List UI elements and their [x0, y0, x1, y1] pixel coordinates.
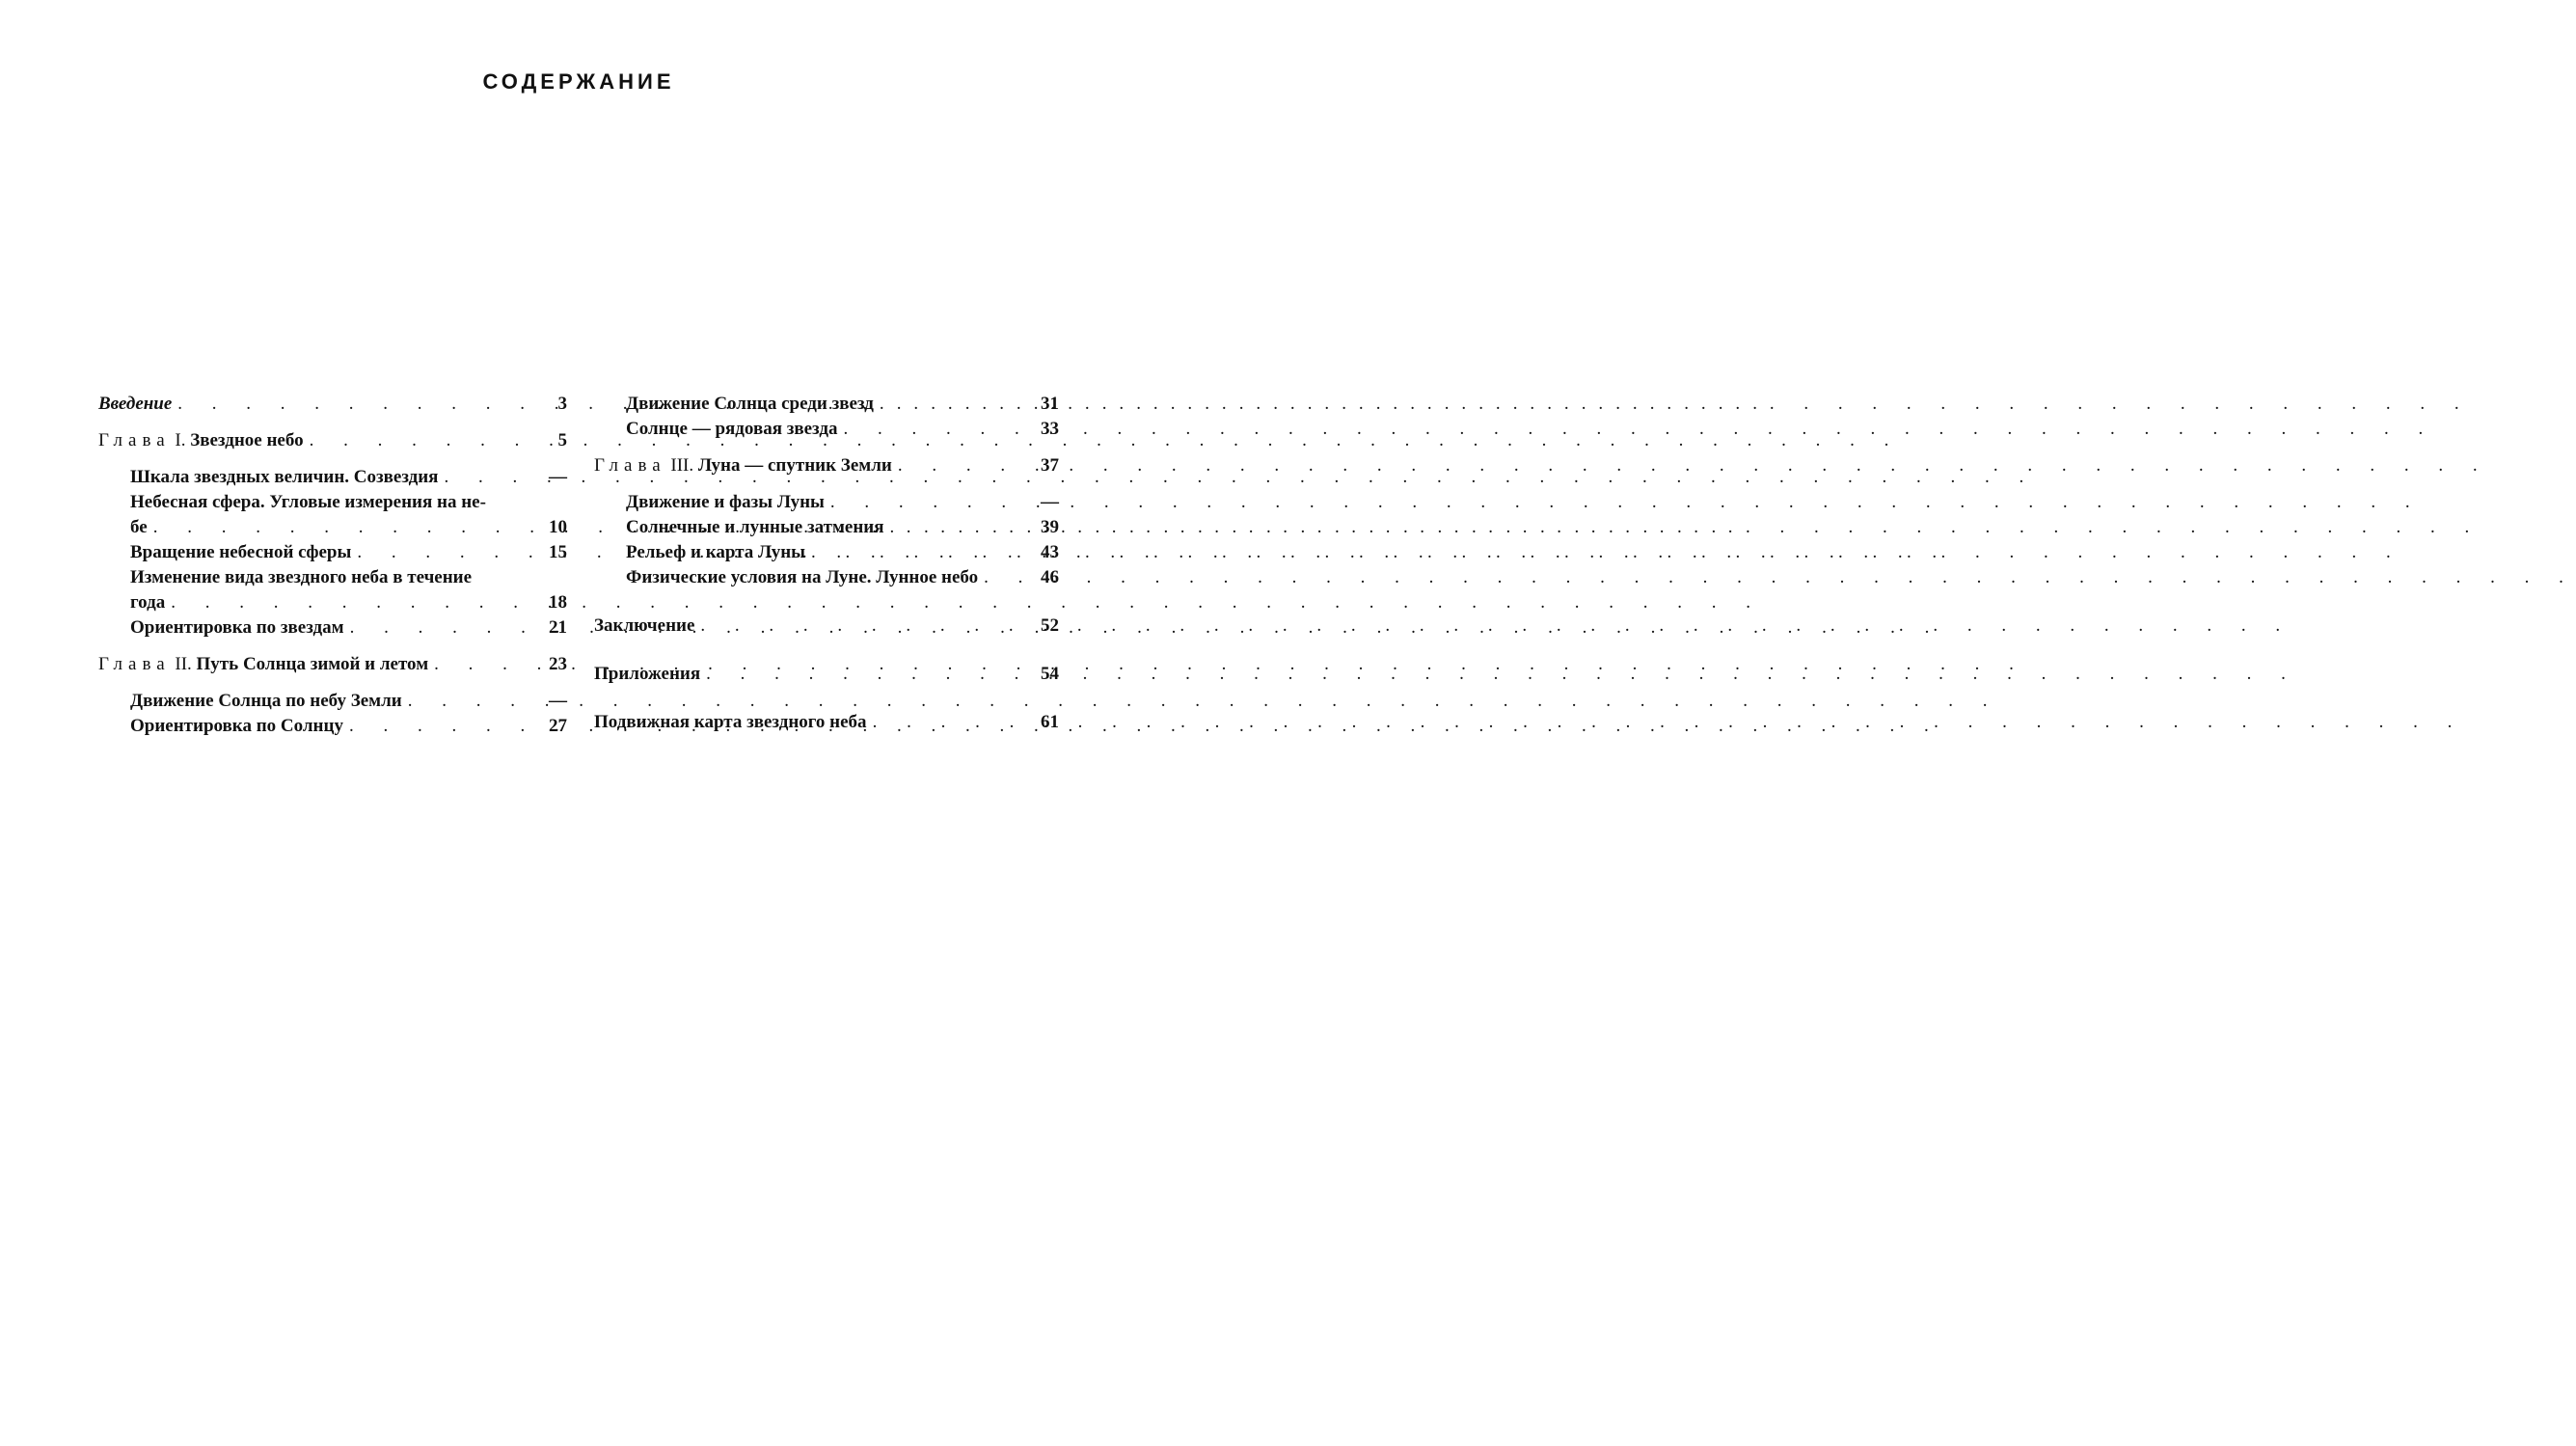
toc-page-number: —	[1041, 492, 1059, 512]
toc-section-moon-relief[interactable]	[594, 540, 1059, 565]
toc-entry-title: Движение Солнца по небу Земли	[130, 691, 402, 711]
toc-page-number: 37	[1041, 455, 1059, 476]
chapter-number: I.	[175, 430, 186, 450]
dot-leader	[357, 540, 540, 565]
toc-entry-conclusion[interactable]	[594, 614, 1059, 639]
dot-leader	[843, 417, 1032, 442]
dot-leader	[898, 453, 1032, 478]
toc-entry-title: Ориентировка по звездам	[130, 617, 344, 638]
toc-section-sun-motion-earth[interactable]	[98, 689, 567, 714]
toc-page-number: 5	[557, 430, 567, 450]
toc-entry-title: Звездное небо	[190, 430, 304, 450]
toc-chapter-1[interactable]	[98, 428, 567, 453]
toc-page-number: 15	[549, 542, 567, 562]
dot-leader	[880, 392, 1032, 417]
toc-page-number: 43	[1041, 542, 1059, 562]
toc-section-star-magnitudes[interactable]	[98, 465, 567, 490]
toc-entry-title: Шкала звездных величин. Созвездия	[130, 467, 439, 487]
toc-entry-title: Солнце — рядовая звезда	[626, 419, 838, 439]
dot-leader	[706, 662, 1032, 687]
toc-entry-appendices[interactable]	[594, 662, 1059, 687]
toc-section-sun-ordinary-star[interactable]	[594, 417, 1059, 442]
toc-chapter-2[interactable]	[98, 652, 567, 677]
chapter-number: II.	[175, 654, 192, 674]
dot-leader	[811, 540, 1032, 565]
chapter-number: III.	[670, 455, 694, 476]
toc-entry-title: Заключение	[594, 615, 695, 636]
dot-leader	[171, 590, 540, 615]
toc-section-sun-orientation[interactable]	[98, 714, 567, 739]
toc-page-number: 18	[549, 592, 567, 613]
dot-leader	[444, 465, 540, 490]
toc-entry-title: Движение и фазы Луны	[626, 492, 825, 512]
toc-page-number: —	[549, 467, 567, 487]
toc-entry-title: Рельеф и карта Луны	[626, 542, 806, 562]
toc-page-number: 27	[549, 716, 567, 736]
toc-section-celestial-sphere[interactable]	[98, 490, 567, 540]
dot-leader	[830, 490, 1032, 515]
dot-leader	[434, 652, 540, 677]
toc-chapter-3[interactable]	[594, 453, 1059, 478]
toc-entry-title: Введение	[98, 394, 173, 414]
toc-page-number: 3	[557, 394, 567, 414]
dot-leader	[177, 392, 540, 417]
toc-page-number: 23	[549, 654, 567, 674]
toc-page-number: 54	[1041, 664, 1059, 684]
dot-leader	[700, 614, 1032, 639]
toc-entry-title: Подвижная карта звездного неба	[594, 712, 867, 732]
toc-page-number: 52	[1041, 615, 1059, 636]
dot-leader	[408, 689, 540, 714]
toc-section-moon-conditions[interactable]	[594, 565, 1059, 590]
toc-page-number: 61	[1041, 712, 1059, 732]
chapter-label: Глава	[98, 430, 171, 450]
toc-page-number: 46	[1041, 567, 1059, 587]
toc-left-column	[98, 392, 567, 739]
toc-entry-title: Путь Солнца зимой и летом	[196, 654, 429, 674]
chapter-label: Глава	[594, 455, 666, 476]
toc-entry-title: Изменение вида звездного неба в течение	[130, 567, 473, 587]
toc-page-number: 21	[549, 617, 567, 638]
toc-entry-star-map[interactable]	[594, 710, 1059, 735]
toc-entry-title: Солнечные и лунные затмения	[626, 517, 884, 537]
toc-entry-title: Небесная сфера. Угловые измерения на не-	[130, 492, 486, 512]
toc-page-number: —	[549, 691, 567, 711]
toc-section-star-orientation[interactable]	[98, 615, 567, 641]
dot-leader	[153, 515, 540, 540]
dot-leader	[350, 615, 540, 641]
toc-page-number: 10	[549, 517, 567, 537]
toc-entry-title: Приложения	[594, 664, 701, 684]
dot-leader	[984, 565, 1032, 590]
toc-entry-title: Вращение небесной сферы	[130, 542, 352, 562]
toc-section-sun-among-stars[interactable]	[594, 392, 1059, 417]
toc-right-column	[594, 392, 1059, 735]
toc-entry-title: Движение Солнца среди звезд	[626, 394, 874, 414]
toc-entry-title: Ориентировка по Солнцу	[130, 716, 343, 736]
toc-entry-title: Луна — спутник Земли	[697, 455, 892, 476]
page-title: СОДЕРЖАНИЕ	[482, 69, 675, 94]
dot-leader	[349, 714, 540, 739]
toc-section-moon-phases[interactable]	[594, 490, 1059, 515]
toc-page-number: 39	[1041, 517, 1059, 537]
dot-leader	[873, 710, 1032, 735]
toc-section-sky-change[interactable]	[98, 565, 567, 615]
toc-entry-introduction[interactable]	[98, 392, 567, 417]
toc-page-number: 33	[1041, 419, 1059, 439]
toc-section-eclipses[interactable]	[594, 515, 1059, 540]
dot-leader	[890, 515, 1032, 540]
toc-page-number: 31	[1041, 394, 1059, 414]
toc-entry-title-continued: бе	[130, 517, 148, 537]
toc-entry-title: Физические условия на Луне. Лунное небо	[626, 567, 979, 587]
toc-entry-title-continued: года	[130, 592, 166, 613]
dot-leader	[310, 428, 540, 453]
chapter-label: Глава	[98, 654, 171, 674]
toc-section-sphere-rotation[interactable]	[98, 540, 567, 565]
